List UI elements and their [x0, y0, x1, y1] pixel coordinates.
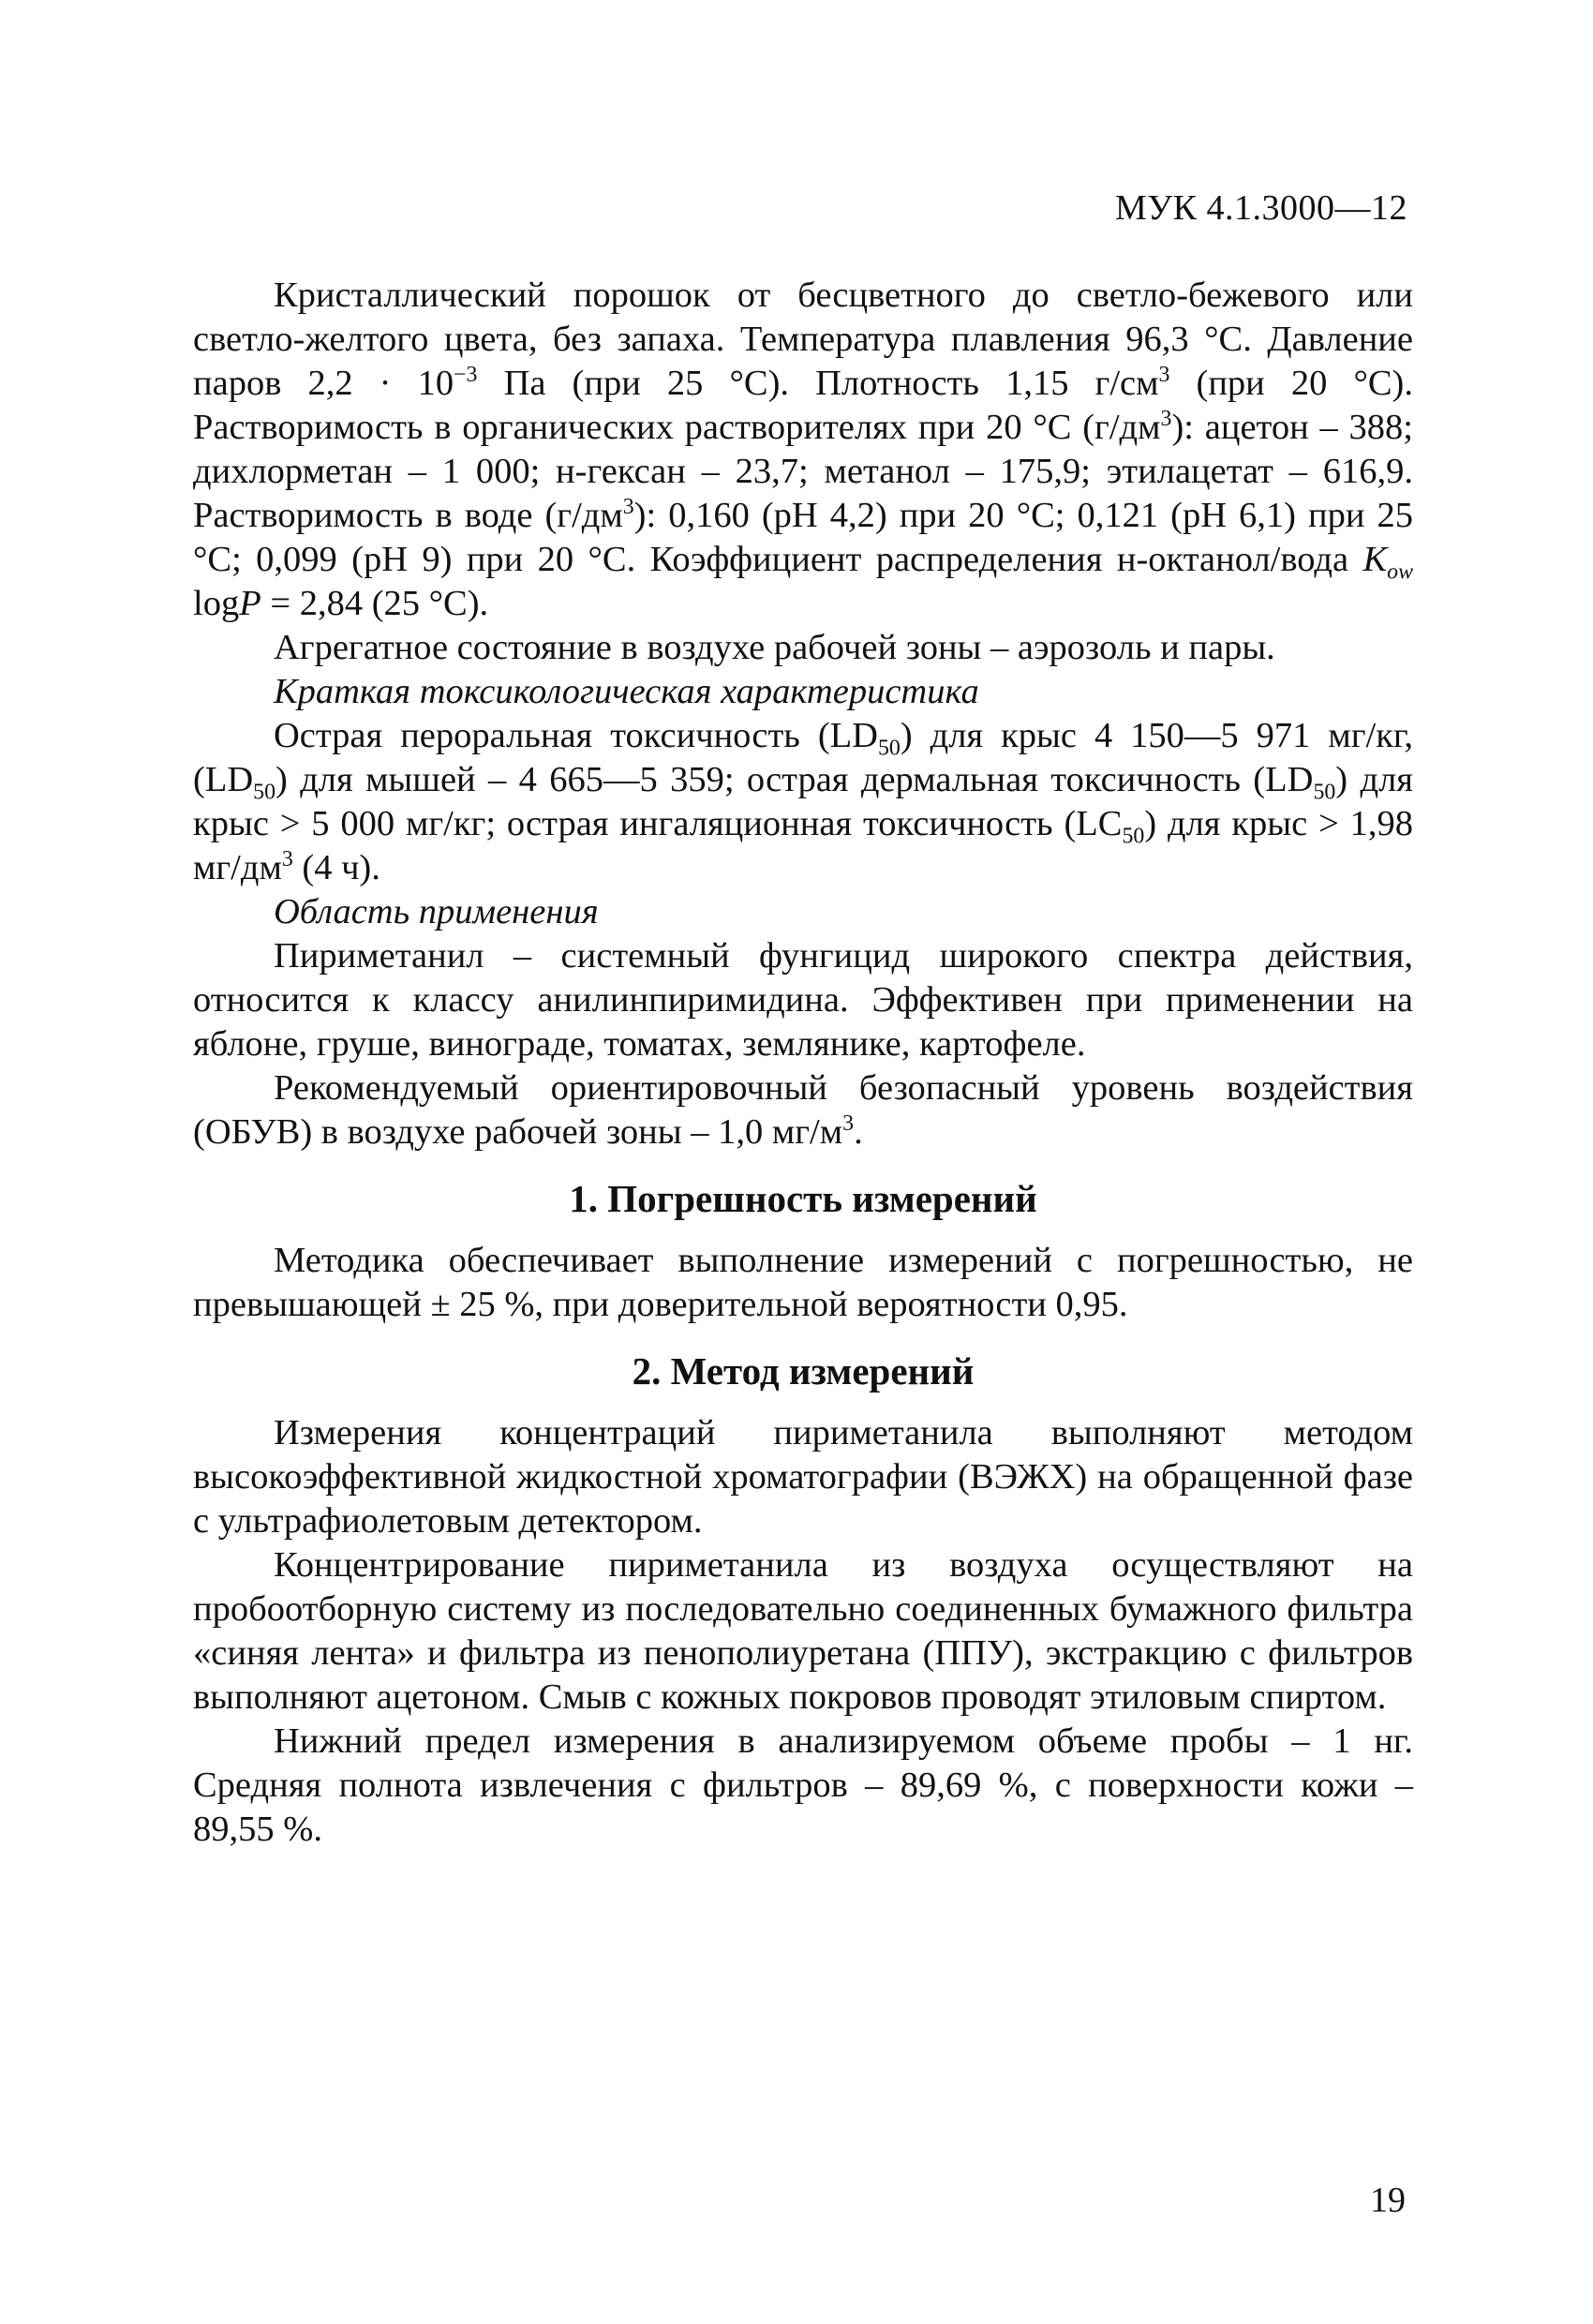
measurement-error-paragraph: Методика обеспечивает выполнение измерений с погрешностью, не превышающей ± 25 %, при доверительной вероятности 0,95.	[193, 1241, 1413, 1324]
detection-limit-paragraph: Нижний предел измерения в анализируемом объеме пробы – 1 нг. Средняя полнота извлечения с фильтров – 89,69 %, с поверхности кожи – 89,55 %.	[193, 1721, 1413, 1849]
section-1-title: 1. Погрешность измерений	[569, 1177, 1037, 1220]
toxicology-subheading: Краткая токсикологическая характеристика	[274, 672, 979, 711]
obuv-paragraph: Рекомендуемый ориентировочный безопасный уровень воздействия (ОБУВ) в воздухе рабочей зоны – 1,0 $мг/м^3$.	[193, 1068, 1413, 1152]
application-paragraph: Пириметанил – системный фунгицид широкого спектра действия, относится к классу анилинпиримидина. Эффективен при применении на яблоне, груше, винограде, томатах, землянике, картофеле.	[193, 936, 1413, 1064]
application-subheading: Область применения	[274, 892, 599, 931]
page-content	[193, 274, 1413, 1852]
page-number: 19	[1370, 2181, 1406, 2220]
document-code-header: МУК 4.1.3000—12	[1114, 188, 1407, 228]
toxicology-paragraph: Острая пероральная токсичность $(LD_{50})$ для крыс 4 150—5 971 мг/кг, $(LD_{50})$ для мышей – 4 665—5 359; острая дермальная токсичность $(LD_{50})$ для крыс > 5 000 мг/кг; острая ингаляционная токсичность $(LC_{50})$ для крыс > 1,98 $мг/дм^3$ (4 ч).	[193, 716, 1413, 887]
physical-properties-paragraph: Кристаллический порошок от бесцветного до светло-бежевого или светло-желтого цвета, без запаха. Температура плавления 96,3 °С. Давление паров $2,2 \cdot 10^{-3}$ Па (при 25 °С). Плотность 1,15 $г/см^3$ (при 20 °С). Растворимость в органических растворителях при 20 °С $(г/дм^3)$: ацетон – 388; дихлорметан – 1 000; н-гексан – 23,7; метанол – 175,9; этилацетат – 616,9. Растворимость в воде $(г/дм^3)$: 0,160 (pH 4,2) при 20 °С; 0,121 (pH 6,1) при 25 °С; 0,099 (pH 9) при 20 °С. Коэффициент распределения н-октанол/вода $K_{ow}$ logP = 2,84 (25 °С).	[193, 276, 1413, 623]
method-paragraph: Измерения концентраций пириметанила выполняют методом высокоэффективной жидкостной хроматографии (ВЭЖХ) на обращенной фазе с ультрафиолетовым детектором.	[193, 1413, 1413, 1541]
sampling-paragraph: Концентрирование пириметанила из воздуха осуществляют на пробоотборную систему из последовательно соединенных бумажного фильтра «синяя лента» и фильтра из пенополиуретана (ППУ), экстракцию с фильтров выполняют ацетоном. Смыв с кожных покровов проводят этиловым спиртом.	[193, 1545, 1413, 1717]
aggregate-state-paragraph: Агрегатное состояние в воздухе рабочей зоны – аэрозоль и пары.	[274, 628, 1275, 667]
section-2-title: 2. Метод измерений	[632, 1349, 975, 1393]
